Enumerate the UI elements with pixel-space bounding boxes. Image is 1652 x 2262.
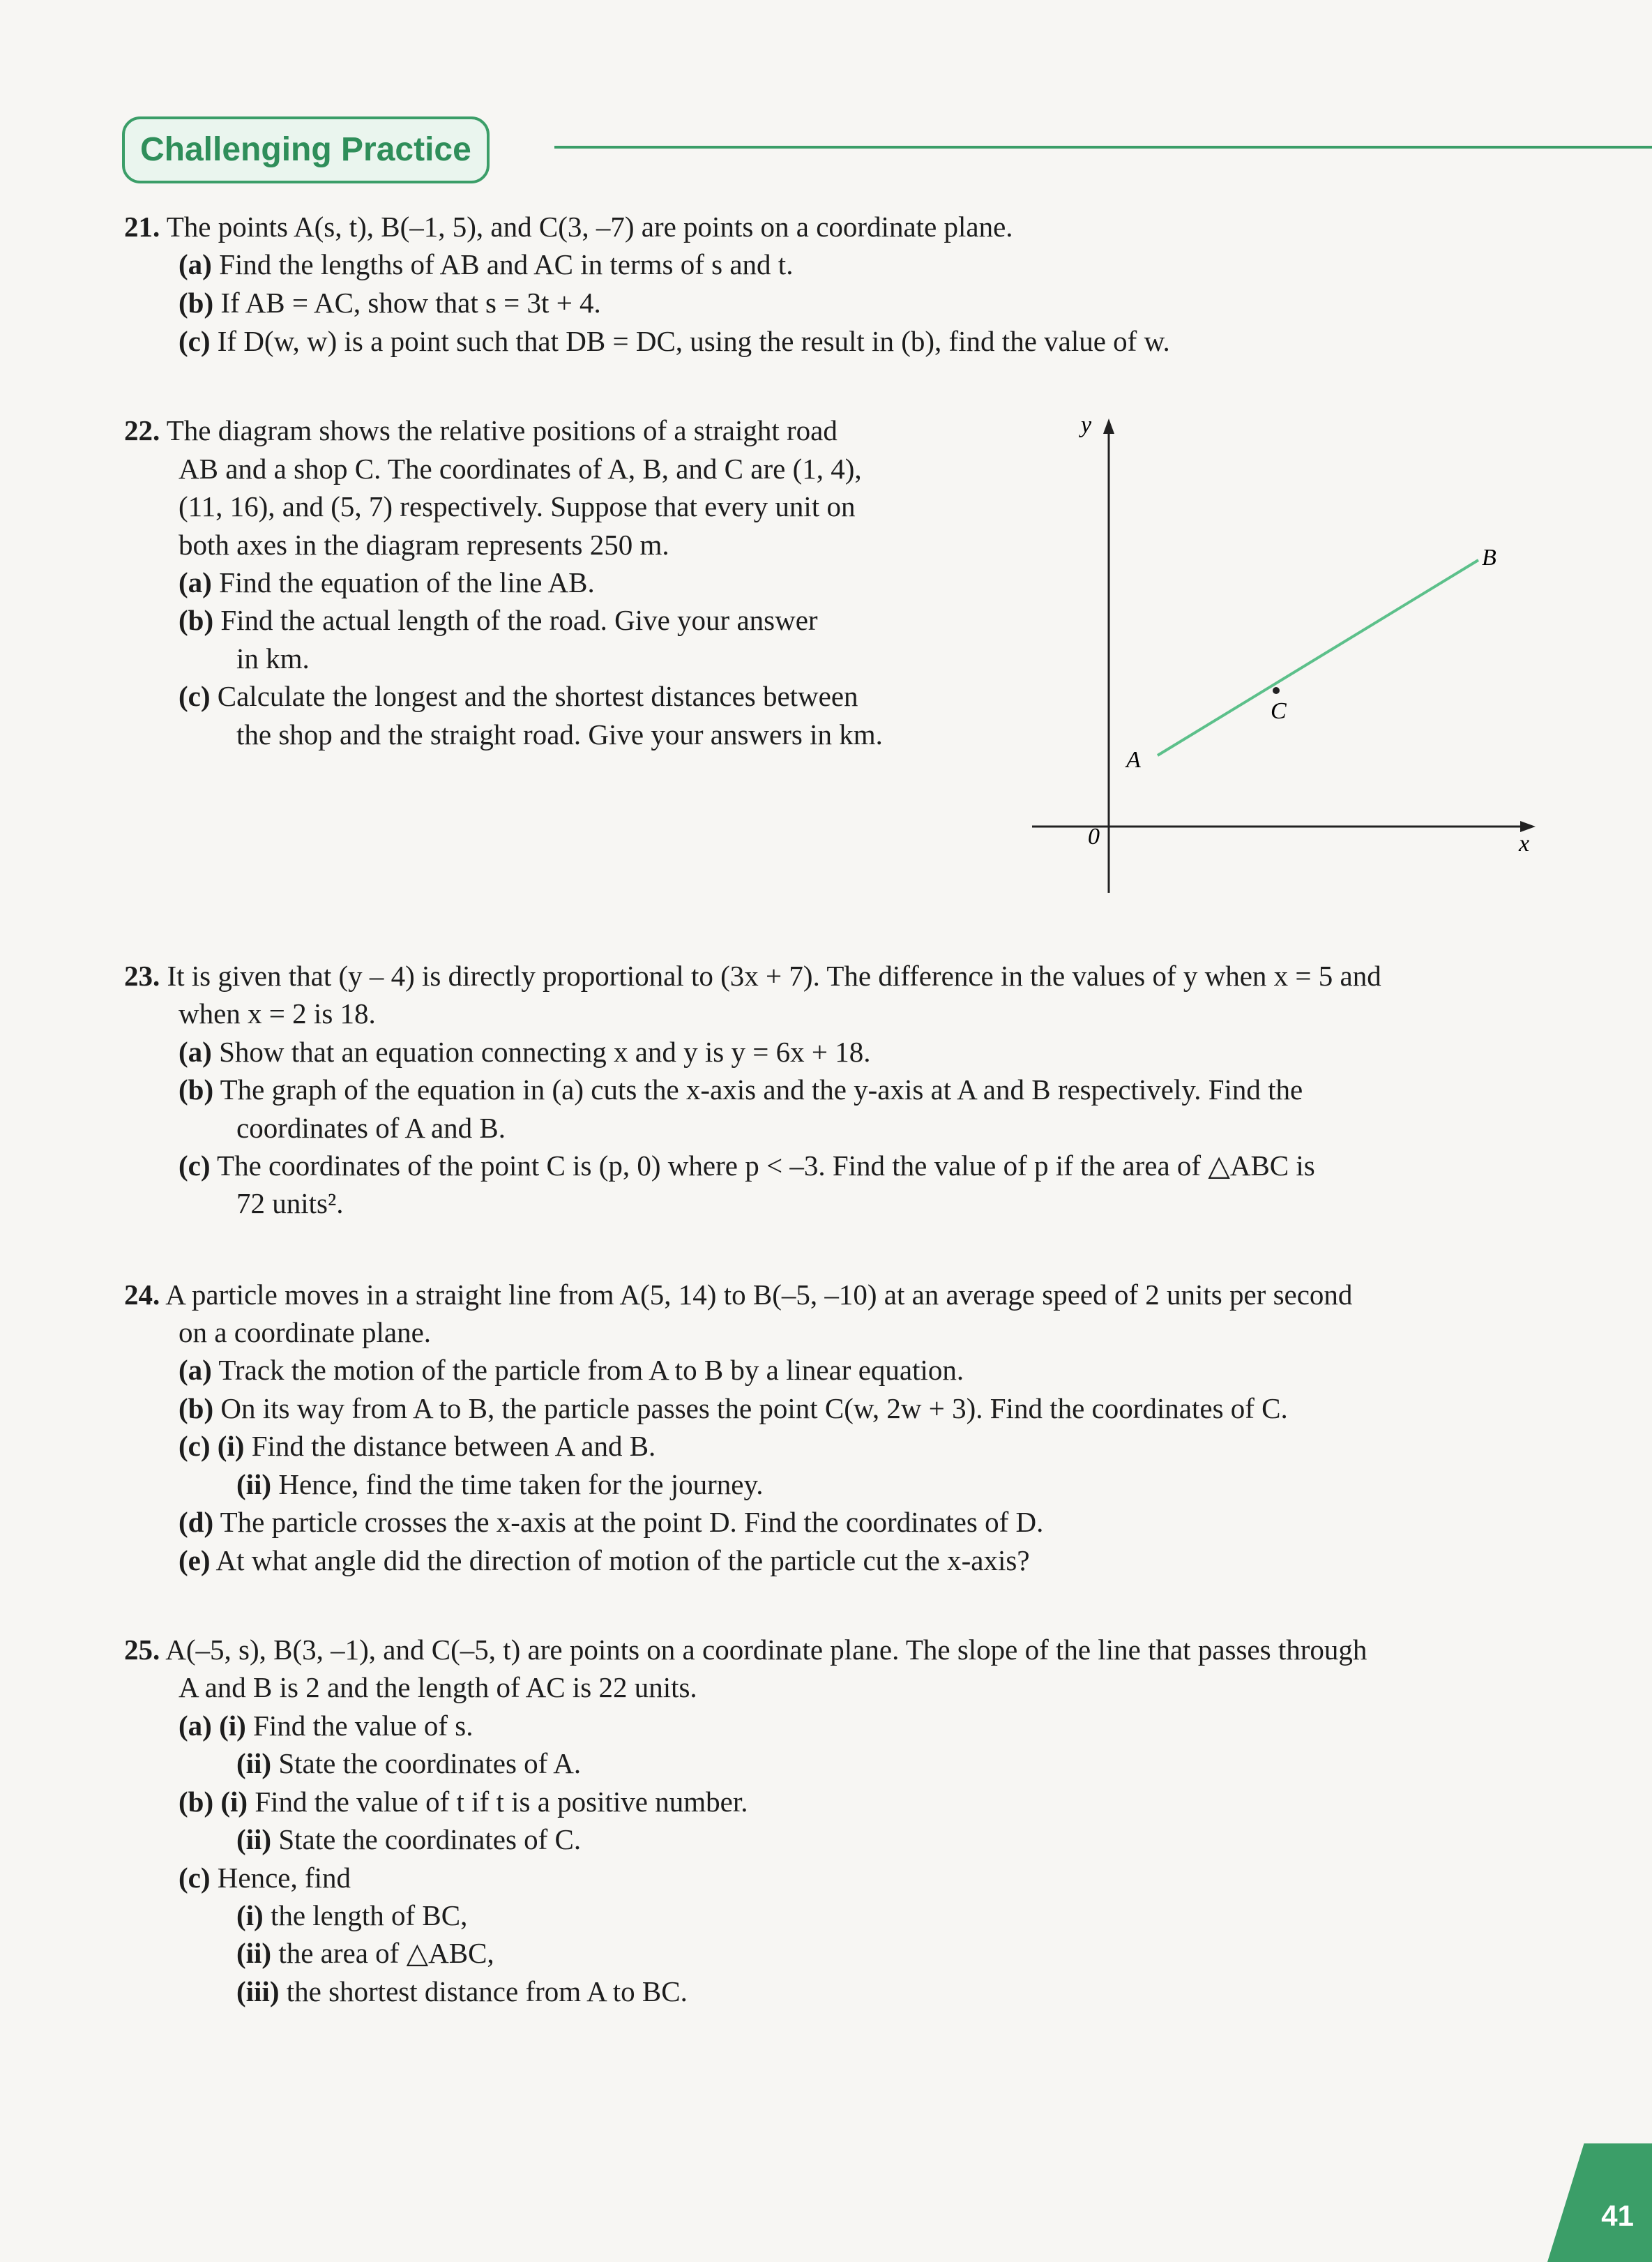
part-label: (a) <box>179 1710 212 1742</box>
coordinate-diagram <box>1018 412 1548 900</box>
origin-label: 0 <box>1088 824 1100 850</box>
question-number: 24. <box>124 1279 160 1311</box>
question-stem: on a coordinate plane. <box>179 1316 432 1348</box>
part-text: in km. <box>236 642 310 674</box>
part-text: the length of BC, <box>270 1899 468 1931</box>
part-label: (c) <box>179 1862 211 1894</box>
part-text: coordinates of A and B. <box>236 1112 506 1144</box>
part-text: Calculate the longest and the shortest distances between <box>217 680 858 712</box>
part-text: Find the actual length of the road. Give your answer <box>220 604 818 636</box>
part-text: Find the value of s. <box>253 1710 473 1742</box>
subpart-label: (ii) <box>236 1937 272 1969</box>
part-text: Hence, find the time taken for the journey. <box>278 1468 764 1500</box>
part-text: the shortest distance from A to BC. <box>286 1975 688 2007</box>
point-c-label: C <box>1271 698 1287 724</box>
part-text: On its way from A to B, the particle passes the point C(w, 2w + 3). Find the coordinates of C. <box>220 1392 1288 1424</box>
part-label: (b) <box>179 1073 214 1106</box>
subpart-label: (ii) <box>236 1468 272 1500</box>
part-text: If D(w, w) is a point such that DB = DC, using the result in (b), find the value of w. <box>217 325 1170 357</box>
part-text: Track the motion of the particle from A to B by a linear equation. <box>218 1354 964 1386</box>
road-line-ab <box>1158 560 1478 755</box>
question-number: 23. <box>124 960 160 992</box>
part-label: (b) <box>179 287 214 319</box>
subpart-label: (i) <box>236 1899 264 1931</box>
part-label: (c) <box>179 1149 211 1182</box>
question-stem: AB and a shop C. The coordinates of A, B, and C are (1, 4), <box>179 453 862 485</box>
question-stem: The points A(s, t), B(–1, 5), and C(3, –7) are points on a coordinate plane. <box>166 211 1013 243</box>
question-number: 22. <box>124 414 160 446</box>
part-text: State the coordinates of C. <box>278 1823 582 1855</box>
part-label: (b) <box>179 1392 214 1424</box>
part-text: Show that an equation connecting x and y is y = 6x + 18. <box>219 1036 871 1068</box>
part-text: Find the value of t if t is a positive number. <box>255 1786 748 1818</box>
header-rule <box>554 146 1652 149</box>
part-label: (c) <box>179 680 211 712</box>
subpart-label: (ii) <box>236 1747 272 1779</box>
part-label: (a) <box>179 1354 212 1386</box>
point-a-label: A <box>1126 747 1141 773</box>
section-header <box>122 116 1538 186</box>
part-text: 72 units². <box>236 1187 344 1219</box>
part-text: the area of △ABC, <box>278 1937 494 1969</box>
part-label: (a) <box>179 1036 212 1068</box>
question-stem: A particle moves in a straight line from A(5, 14) to B(–5, –10) at an average speed of 2 units per second <box>165 1279 1353 1311</box>
part-text: State the coordinates of A. <box>278 1747 582 1779</box>
part-text: At what angle did the direction of motion of the particle cut the x-axis? <box>215 1544 1030 1576</box>
subpart-label: (ii) <box>236 1823 272 1855</box>
question-stem: It is given that (y – 4) is directly proportional to (3x + 7). The difference in the values of y when x = 5 and <box>167 960 1381 992</box>
page-corner-tab <box>1547 2143 1652 2262</box>
question-number: 21. <box>124 211 160 243</box>
part-label: (a) <box>179 566 212 598</box>
shop-point-c <box>1273 687 1280 694</box>
question-stem: A and B is 2 and the length of AC is 22 units. <box>179 1671 697 1703</box>
question-stem: A(–5, s), B(3, –1), and C(–5, t) are points on a coordinate plane. The slope of the line that passes through <box>165 1634 1367 1666</box>
question-number: 25. <box>124 1634 160 1666</box>
y-axis-arrow <box>1103 419 1114 434</box>
subpart-label: (i) <box>219 1710 246 1742</box>
part-text: Hence, find <box>217 1862 351 1894</box>
part-text: Find the equation of the line AB. <box>219 566 595 598</box>
section-title: Challenging Practice <box>122 116 490 183</box>
part-label: (a) <box>179 248 212 280</box>
question-stem: (11, 16), and (5, 7) respectively. Suppose that every unit on <box>179 490 856 522</box>
question-stem: when x = 2 is 18. <box>179 997 376 1030</box>
part-label: (c) <box>179 325 211 357</box>
question-stem: The diagram shows the relative positions of a straight road <box>166 414 838 446</box>
part-text: The coordinates of the point C is (p, 0) where p < –3. Find the value of p if the area of △ABC is <box>217 1149 1315 1182</box>
part-label: (c) <box>179 1430 211 1462</box>
subpart-label: (i) <box>217 1430 245 1462</box>
part-text: the shop and the straight road. Give your answers in km. <box>236 718 883 751</box>
part-label: (b) <box>179 1786 214 1818</box>
part-text: The particle crosses the x-axis at the point D. Find the coordinates of D. <box>220 1506 1044 1538</box>
part-label: (e) <box>179 1544 211 1576</box>
subpart-label: (i) <box>220 1786 248 1818</box>
part-text: Find the lengths of AB and AC in terms of s and t. <box>219 248 794 280</box>
part-text: The graph of the equation in (a) cuts the x-axis and the y-axis at A and B respectively. Find the <box>220 1073 1303 1106</box>
point-b-label: B <box>1482 545 1496 571</box>
part-label: (d) <box>179 1506 214 1538</box>
subpart-label: (iii) <box>236 1975 280 2007</box>
question-stem: both axes in the diagram represents 250 m. <box>179 529 669 561</box>
part-text: Find the distance between A and B. <box>251 1430 656 1462</box>
page-number: 41 <box>1601 2199 1634 2232</box>
y-axis-label: y <box>1081 412 1092 438</box>
x-axis-label: x <box>1519 831 1530 857</box>
part-label: (b) <box>179 604 214 636</box>
part-text: If AB = AC, show that s = 3t + 4. <box>220 287 601 319</box>
